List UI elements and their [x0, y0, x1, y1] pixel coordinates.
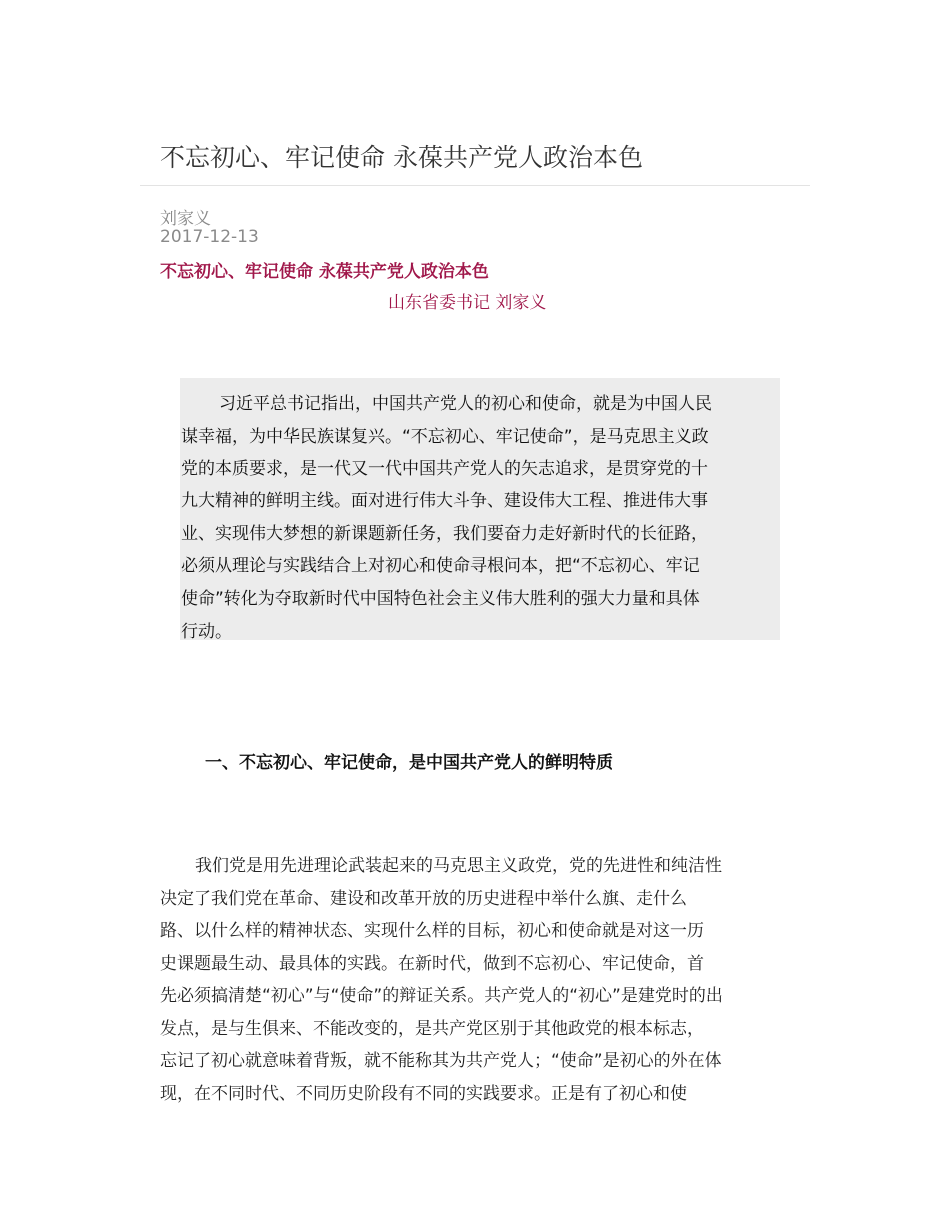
body-line: 我们党是用先进理论武装起来的马克思主义政党，党的先进性和纯洁性 [195, 856, 722, 876]
body-line: 忘记了初心就意味着背叛，就不能称其为共产党人；“使命”是初心的外在体 [160, 1051, 722, 1071]
quote-line: 使命”转化为夺取新时代中国特色社会主义伟大胜利的强大力量和具体 [181, 589, 700, 609]
body-line: 路、以什么样的精神状态、实现什么样的目标，初心和使命就是对这一历 [160, 921, 704, 941]
body-line: 发点，是与生俱来、不能改变的，是共产党区别于其他政党的根本标志， [160, 1019, 704, 1039]
author-name: 刘家义 [160, 209, 211, 229]
quote-line: 习近平总书记指出，中国共产党人的初心和使命，就是为中国人民 [219, 394, 712, 414]
quote-line: 九大精神的鲜明主线。面对进行伟大斗争、建设伟大工程、推进伟大事 [181, 491, 708, 511]
quote-line: 谋幸福，为中华民族谋复兴。“不忘初心、牢记使命”，是马克思主义政 [181, 427, 709, 447]
quote-line: 业、实现伟大梦想的新课题新任务，我们要奋力走好新时代的长征路， [181, 524, 708, 544]
article-subtitle: 不忘初心、牢记使命 永葆共产党人政治本色 [160, 262, 489, 282]
quote-line: 行动。 [181, 622, 232, 642]
quote-line: 党的本质要求，是一代又一代中国共产党人的矢志追求，是贯穿党的十 [181, 459, 708, 479]
body-line: 决定了我们党在革命、建设和改革开放的历史进程中举什么旗、走什么 [160, 889, 687, 909]
section-heading: 一、不忘初心、牢记使命，是中国共产党人的鲜明特质 [205, 753, 613, 773]
publish-date: 2017-12-13 [160, 227, 259, 247]
body-line: 先必须搞清楚“初心”与“使命”的辩证关系。共产党人的“初心”是建党时的出 [160, 986, 723, 1006]
article-byline: 山东省委书记 刘家义 [388, 293, 547, 313]
quote-line: 必须从理论与实践结合上对初心和使命寻根问本，把“不忘初心、牢记 [181, 556, 700, 576]
body-line: 史课题最生动、最具体的实践。在新时代，做到不忘初心、牢记使命，首 [160, 954, 704, 974]
body-line: 现，在不同时代、不同历史阶段有不同的实践要求。正是有了初心和使 [160, 1084, 687, 1104]
article-title: 不忘初心、牢记使命 永葆共产党人政治本色 [160, 143, 643, 172]
title-divider [140, 185, 810, 186]
